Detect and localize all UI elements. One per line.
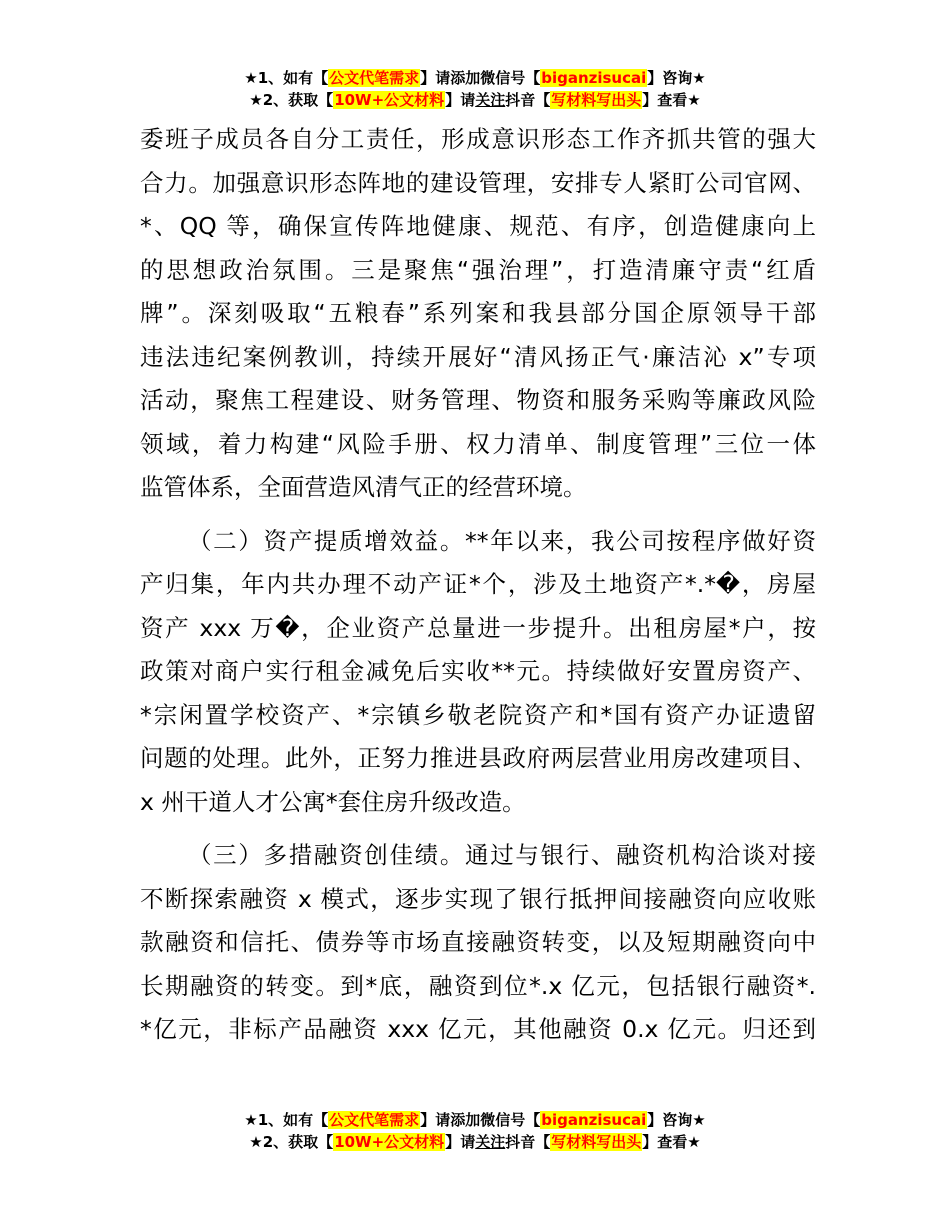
paragraph [140, 520, 816, 825]
banner-highlight: 10W+公文材料 [334, 91, 445, 109]
banner-text: 】查看★ [642, 91, 701, 109]
banner-highlight: 公文代笔需求 [329, 1111, 420, 1129]
document-body [140, 118, 816, 1052]
text-line: *宗闲置学校资产、*宗镇乡敬老院资产和*国有资产办证遗留 [140, 700, 816, 729]
text-line: *、QQ 等，确保宣传阵地健康、规范、有序，创造健康向上 [140, 212, 816, 240]
footer-banner [0, 1109, 950, 1153]
banner-text: 】查看★ [642, 1133, 701, 1151]
text-line: *亿元，非标产品融资 xxx 亿元，其他融资 0.x 亿元。归还到 [140, 1015, 816, 1043]
text-line: 领域，着力构建“风险手册、权力清单、制度管理”三位一体 [140, 429, 816, 458]
banner-underlined-text: 关注 [475, 91, 506, 109]
text-line: 产归集，年内共办理不动产证*个，涉及土地资产*.*�，房屋 [140, 570, 816, 598]
text-line: 问题的处理。此外，正努力推进县政府两层营业用房改建项目、 [140, 744, 816, 772]
banner-text: ★2、获取【 [249, 91, 334, 109]
banner-underlined-text: 关注 [475, 1133, 506, 1151]
banner-line-2 [0, 1131, 950, 1153]
banner-line-1 [0, 67, 950, 89]
banner-text: 抖音【 [505, 1133, 551, 1151]
text-line: （二）资产提质增效益。**年以来，我公司按程序做好资 [188, 526, 816, 555]
text-line: 活动，聚焦工程建设、财务管理、物资和服务采购等廉政风险 [140, 386, 816, 414]
banner-text: ★2、获取【 [249, 1133, 334, 1151]
banner-text: 】咨询★ [647, 69, 706, 87]
banner-text: 】请 [445, 91, 476, 109]
banner-line-1 [0, 1109, 950, 1131]
banner-text: 】请添加微信号【 [420, 69, 541, 87]
banner-highlight-wechat: biganzisucai [541, 69, 647, 87]
text-line: 长期融资的转变。到*底，融资到位*.x 亿元，包括银行融资*. [140, 971, 816, 1000]
header-banner [0, 67, 950, 111]
banner-highlight-douyin: 写材料写出头 [551, 91, 642, 109]
text-line: 的思想政治氛围。三是聚焦“强治理”，打造清廉守责“红盾 [140, 255, 816, 284]
paragraph [140, 118, 816, 510]
text-line: 委班子成员各自分工责任，形成意识形态工作齐抓共管的强大 [140, 125, 816, 153]
paragraph [140, 834, 816, 1052]
paragraph-spacer [140, 510, 816, 520]
text-line: 款融资和信托、债券等市场直接融资转变，以及短期融资向中 [140, 928, 816, 956]
text-line: x 州干道人才公寓*套住房升级改造。 [140, 787, 526, 816]
text-line: （三）多措融资创佳绩。通过与银行、融资机构洽谈对接 [188, 841, 816, 869]
text-line: 政策对商户实行租金减免后实收**元。持续做好安置房资产、 [140, 657, 816, 685]
banner-line-2 [0, 89, 950, 111]
banner-text: 】请添加微信号【 [420, 1111, 541, 1129]
banner-highlight: 10W+公文材料 [334, 1133, 445, 1151]
text-line: 合力。加强意识形态阵地的建设管理，安排专人紧盯公司官网、 [140, 168, 816, 197]
banner-highlight-wechat: biganzisucai [541, 1111, 647, 1129]
text-line: 违法违纪案例教训，持续开展好“清风扬正气·廉洁沁 x”专项 [140, 342, 816, 371]
paragraph-spacer [140, 824, 816, 834]
banner-text: ★1、如有【 [244, 69, 329, 87]
banner-text: 抖音【 [505, 91, 551, 109]
text-line: 监管体系，全面营造风清气正的经营环境。 [140, 473, 587, 501]
text-line: 资产 xxx 万�，企业资产总量进一步提升。出租房屋*户，按 [140, 613, 816, 642]
text-line: 不断探索融资 x 模式，逐步实现了银行抵押间接融资向应收账 [140, 884, 816, 913]
banner-text: 】咨询★ [647, 1111, 706, 1129]
banner-highlight: 公文代笔需求 [329, 69, 420, 87]
banner-text: 】请 [445, 1133, 476, 1151]
banner-text: ★1、如有【 [244, 1111, 329, 1129]
banner-highlight-douyin: 写材料写出头 [551, 1133, 642, 1151]
text-line: 牌”。深刻吸取“五粮春”系列案和我县部分国企原领导干部 [140, 299, 816, 327]
